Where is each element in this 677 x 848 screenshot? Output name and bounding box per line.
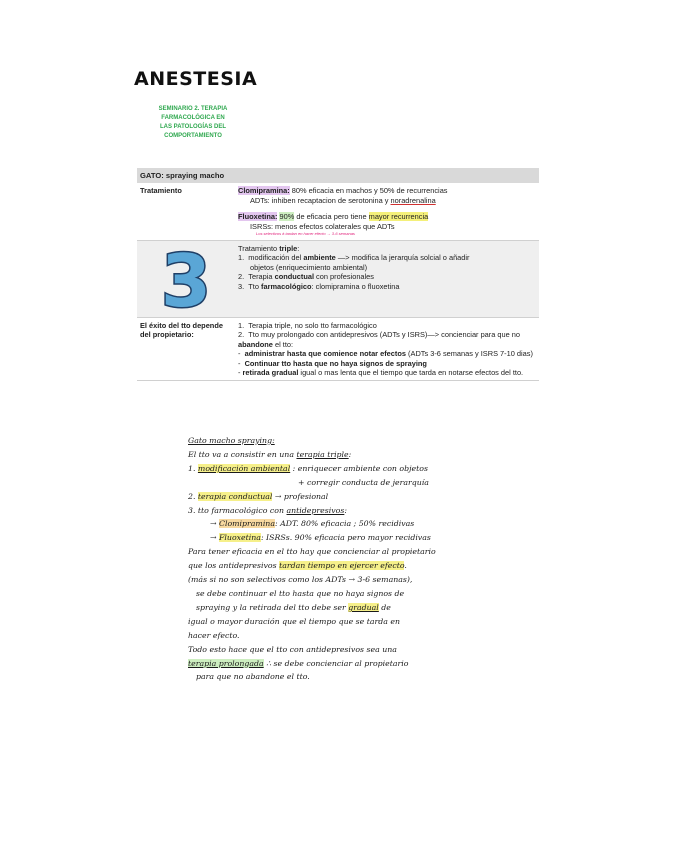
notes-line-7 bbox=[188, 517, 488, 531]
document-subtitle bbox=[134, 105, 252, 141]
clomipramina-sub bbox=[238, 196, 536, 205]
t1-b: ambiente bbox=[303, 253, 336, 263]
noradrenalina-text: noradrenalina bbox=[390, 195, 436, 205]
notes-line-3 bbox=[188, 462, 488, 476]
n3c: : enriquecer ambiente con objetos bbox=[290, 463, 428, 473]
owner-item-4: - Continuar tto hasta que no haya signos de spraying bbox=[238, 358, 427, 368]
e4: Continuar tto hasta que no haya signos de spraying bbox=[244, 358, 427, 368]
n7a: → bbox=[210, 519, 220, 529]
fluoxetina-name: Fluoxetina: bbox=[238, 212, 278, 222]
e1: Terapia triple, no solo tto farmacológico bbox=[248, 321, 377, 331]
clomipramina-line bbox=[238, 186, 536, 195]
clomipramina-text: 80% eficacia en machos y 50% de recurrencias bbox=[289, 186, 448, 196]
clomipramina-name: Clomipramina: bbox=[238, 186, 290, 196]
owner-item-1: 1. Terapia triple, no solo tto farmacológico bbox=[238, 321, 377, 331]
owner-item-2: 2. Tto muy prolongado con antidepresivos (ADTs y ISRS)—> concienciar para que no abandone el tto: bbox=[238, 330, 521, 349]
triple-title bbox=[238, 244, 536, 253]
t1-c: —> modifica la jerarquía solcial o añadir bbox=[335, 253, 470, 263]
notes-line-5 bbox=[188, 490, 488, 504]
row-label-owner: El éxito del tto depende del propietario: bbox=[137, 318, 235, 381]
t3-c: : clomipramina o fluoxetina bbox=[311, 281, 400, 291]
n7b: Clomipramina bbox=[219, 519, 275, 529]
n3a: 1. bbox=[188, 463, 198, 473]
n10b: tardan tiempo en ejercer efecto bbox=[279, 561, 405, 571]
notes-line-18: para que no abandone el tto. bbox=[196, 672, 310, 682]
number-three-icon bbox=[156, 244, 216, 314]
n13b: gradual bbox=[348, 602, 379, 612]
triple-title-a: Tratamiento bbox=[238, 244, 280, 254]
triple-cell bbox=[235, 241, 539, 318]
n6b: antidepresivos bbox=[286, 505, 345, 515]
e2-c: el tto: bbox=[272, 339, 294, 349]
t3-a: Tto bbox=[248, 281, 262, 291]
notes-line-4: + corregir conducta de jerarquía bbox=[298, 477, 429, 487]
e2-b: abandone bbox=[238, 339, 273, 349]
n5b: terapia conductual bbox=[197, 491, 273, 501]
triple-title-c: : bbox=[297, 244, 300, 254]
n10c: . bbox=[404, 561, 407, 571]
n6c: : bbox=[344, 505, 347, 515]
notes-line-15: hacer efecto. bbox=[188, 630, 240, 640]
treatment-table bbox=[137, 168, 539, 381]
n8a: → bbox=[210, 533, 220, 543]
n6a: 3. tto farmacológico con bbox=[188, 505, 287, 515]
notes-line-9: Para tener eficacia en el tto hay que concienciar al propietario bbox=[188, 547, 436, 557]
n2c: : bbox=[348, 449, 352, 459]
table-row-owner bbox=[137, 318, 539, 381]
owner-cell bbox=[235, 318, 539, 381]
fluoxetina-handwritten-note: Los selectivos ≠ tardan en hacer efecto → 3-6 semanas bbox=[256, 231, 355, 237]
subtitle-line-1: SEMINARIO 2. TERAPIA FARMACOLÓGICA EN bbox=[158, 106, 228, 121]
n13a: spraying y la retirada del tto debe ser bbox=[196, 602, 349, 612]
triple-item-1-cont: objetos (enriquecimiento ambiental) bbox=[250, 262, 368, 272]
table-header: GATO: spraying macho bbox=[137, 168, 539, 183]
e5-b: igual o mas lenta que el tiempo que tarda en notarse efectos del tto. bbox=[298, 368, 524, 378]
n17b: ∴ se debe concienciar al propietario bbox=[263, 658, 409, 668]
clomipramina-sub-text: ADTs: inhiben recaptacion de serotonina y bbox=[250, 195, 391, 205]
owner-item-3: - administrar hasta que comience notar efectos (ADTs 3-6 semanas y ISRS 7-10 dias) bbox=[238, 349, 533, 359]
triple-item-2: 2. Terapia conductual con profesionales bbox=[238, 272, 374, 282]
n2b: terapia triple bbox=[296, 449, 349, 459]
notes-line-13 bbox=[188, 601, 488, 615]
t2-b: conductual bbox=[274, 272, 314, 282]
fluoxetina-pct: 90% bbox=[279, 212, 295, 222]
notes-line-11: (más si no son selectivos como los ADTs → 3-6 semanas), bbox=[188, 575, 413, 585]
owner-item-5: - retirada gradual igual o mas lenta que el tiempo que tarda en notarse efectos del tto. bbox=[238, 368, 524, 378]
table-row-treatment bbox=[137, 183, 539, 240]
document-title: ANESTESIA bbox=[134, 68, 258, 90]
number-three-glyph: 3 bbox=[160, 244, 212, 315]
handwritten-notes bbox=[188, 434, 488, 684]
notes-line-1: Gato macho spraying: bbox=[188, 436, 275, 445]
n3b: modificación ambiental bbox=[197, 463, 291, 473]
notes-line-14: igual o mayor duración que el tiempo que se tarda en bbox=[188, 616, 401, 626]
n5c: → profesional bbox=[272, 491, 329, 501]
n10a: que los antidepresivos bbox=[188, 561, 280, 571]
notes-line-17 bbox=[188, 657, 488, 671]
n5a: 2. bbox=[188, 491, 198, 501]
fluoxetina-sub: ISRSs: menos efectos colaterales que ADTs bbox=[250, 221, 395, 231]
number-three-cell bbox=[137, 241, 235, 318]
triple-item-3: 3. Tto farmacológico: clomipramina o fluoxetina bbox=[238, 281, 400, 291]
notes-line-6 bbox=[188, 504, 488, 518]
notes-line-12: se debe continuar el tto hasta que no haya signos de bbox=[196, 588, 405, 598]
n17a: terapia prolongada bbox=[188, 658, 264, 668]
row-label-treatment: Tratamiento bbox=[137, 183, 235, 240]
e3-b: (ADTs 3-6 semanas y ISRS 7-10 dias) bbox=[406, 349, 533, 359]
e3-a: administrar hasta que comience notar efectos bbox=[244, 349, 406, 359]
table-header-row bbox=[137, 168, 539, 183]
subtitle-line-2: LAS PATOLOGÍAS DEL COMPORTAMIENTO bbox=[159, 124, 226, 139]
notes-line-10 bbox=[188, 559, 488, 573]
n2a: El tto va a consistir en una bbox=[188, 449, 297, 459]
t3-b: farmacológico bbox=[261, 281, 312, 291]
e2-a: Tto muy prolongado con antidepresivos (ADTs y ISRS)—> concienciar para que no bbox=[248, 330, 521, 340]
mayor-recurrencia-text: mayor recurrencia bbox=[368, 212, 429, 222]
t1-a: modificación del bbox=[248, 253, 304, 263]
fluoxetina-line bbox=[238, 212, 536, 221]
t2-c: con profesionales bbox=[314, 272, 374, 282]
table-row-triple bbox=[137, 241, 539, 318]
notes-line-8 bbox=[188, 531, 488, 545]
notes-line-2 bbox=[188, 448, 488, 462]
fluoxetina-text: de eficacia pero tiene bbox=[294, 212, 369, 222]
triple-item-1: 1. modificación del ambiente —> modifica la jerarquía solcial o añadir bbox=[238, 253, 470, 263]
notes-line-16: Todo esto hace que el tto con antidepresivos sea una bbox=[188, 644, 397, 654]
n8c: : ISRSs. 90% eficacia pero mayor recidivas bbox=[260, 533, 431, 543]
treatment-cell bbox=[235, 183, 539, 240]
e5-a: retirada gradual bbox=[242, 368, 299, 378]
triple-title-b: triple bbox=[279, 244, 298, 254]
n7c: : ADT. 80% eficacia ; 50% recidivas bbox=[274, 519, 415, 529]
n8b: Fluoxetina bbox=[219, 533, 261, 543]
n13c: de bbox=[378, 602, 391, 612]
t2-a: Terapia bbox=[248, 272, 275, 282]
